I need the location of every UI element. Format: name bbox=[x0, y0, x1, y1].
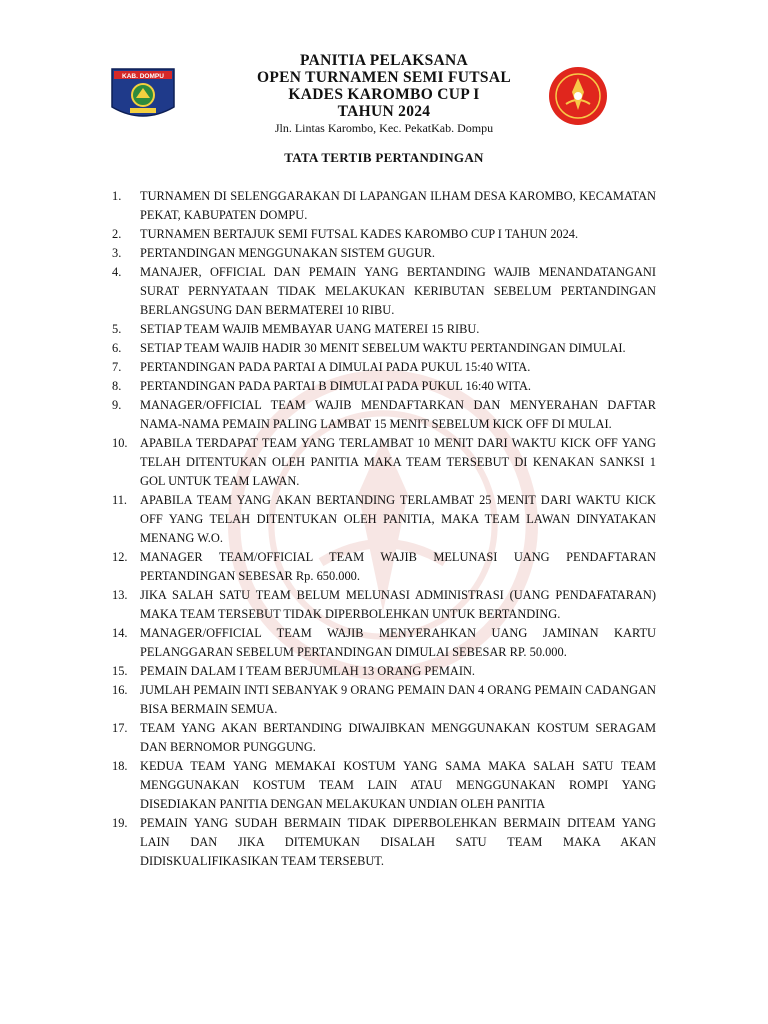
rule-item bbox=[112, 624, 656, 662]
rule-item bbox=[112, 263, 656, 320]
rule-item bbox=[112, 719, 656, 757]
rule-number: 5. bbox=[112, 322, 122, 336]
rule-text: KEDUA TEAM YANG MEMAKAI KOSTUM YANG SAMA MAKA SALAH SATU TEAM MENGGUNAKAN KOSTUM TEAM LAIN ATAU MENGGUNAKAN ROMPI YANG DISEDIAKAN PANITIA DENGAN MELAKUKAN UNDIAN OLEH PANITIA bbox=[140, 759, 656, 811]
document-title: TATA TERTIB PERTANDINGAN bbox=[284, 150, 484, 165]
header-line-1: PANITIA PELAKSANA bbox=[299, 52, 469, 69]
rule-number: 6. bbox=[112, 341, 122, 355]
rule-item bbox=[112, 814, 656, 871]
rule-item bbox=[112, 586, 656, 624]
rule-number: 1. bbox=[112, 189, 122, 203]
rule-item bbox=[112, 358, 656, 377]
rule-number: 18. bbox=[112, 759, 128, 773]
rule-text: JUMLAH PEMAIN INTI SEBANYAK 9 ORANG PEMAIN DAN 4 ORANG PEMAIN CADANGAN BISA BERMAIN SEMUA. bbox=[140, 683, 656, 716]
rule-number: 16. bbox=[112, 683, 128, 697]
rule-text: PEMAIN YANG SUDAH BERMAIN TIDAK DIPERBOLEHKAN BERMAIN DITEAM YANG LAIN DAN JIKA DITEMUKAN DISALAH SATU TEAM MAKA AKAN DIDISKUALIFIKASIKAN TEAM TERSEBUT. bbox=[140, 816, 656, 868]
rule-text: JIKA SALAH SATU TEAM BELUM MELUNASI ADMINISTRASI (UANG PENDAFATARAN) MAKA TEAM TERSEBUT TIDAK DIPERBOLEHKAN UNTUK BERTANDING. bbox=[140, 588, 656, 621]
rule-item bbox=[112, 320, 656, 339]
rule-item bbox=[112, 377, 656, 396]
rule-item bbox=[112, 662, 656, 681]
header-line-2: OPEN TURNAMEN SEMI FUTSAL bbox=[257, 69, 511, 86]
rule-item bbox=[112, 187, 656, 225]
header-line-4: TAHUN 2024 bbox=[337, 103, 431, 120]
logo-left-label: KAB. DOMPU bbox=[122, 72, 164, 80]
rule-item bbox=[112, 681, 656, 719]
rule-number: 14. bbox=[112, 626, 128, 640]
rule-number: 15. bbox=[112, 664, 128, 678]
header-line-3: KADES KAROMBO CUP I bbox=[288, 86, 480, 103]
rule-text: MANAJER, OFFICIAL DAN PEMAIN YANG BERTANDING WAJIB MENANDATANGANI SURAT PERNYATAAN TIDAK MELAKUKAN KERIBUTAN SEBELUM PERTANDINGAN BERLANGSUNG DAN BERMATEREI 10 RIBU. bbox=[140, 265, 656, 317]
rule-number: 12. bbox=[112, 550, 128, 564]
rule-number: 7. bbox=[112, 360, 122, 374]
rules-list bbox=[112, 187, 656, 871]
rule-text: APABILA TERDAPAT TEAM YANG TERLAMBAT 10 MENIT DARI WAKTU KICK OFF YANG TELAH DITENTUKAN OLEH PANITIA MAKA TEAM TERSEBUT DI KENAKAN SANKSI 1 GOL UNTUK TEAM LAWAN. bbox=[140, 436, 656, 488]
rule-item bbox=[112, 757, 656, 814]
rule-number: 11. bbox=[112, 493, 128, 507]
rule-number: 17. bbox=[112, 721, 128, 735]
rule-item bbox=[112, 434, 656, 491]
rule-number: 8. bbox=[112, 379, 122, 393]
rule-text: MANAGER/OFFICIAL TEAM WAJIB MENYERAHKAN UANG JAMINAN KARTU PELANGGARAN SEBELUM PERTANDINGAN DIMULAI SEBESAR RP. 50.000. bbox=[140, 626, 656, 659]
rule-number: 9. bbox=[112, 398, 122, 412]
rule-text: PERTANDINGAN PADA PARTAI A DIMULAI PADA PUKUL 15:40 WITA. bbox=[140, 360, 531, 374]
rule-text: PERTANDINGAN PADA PARTAI B DIMULAI PADA PUKUL 16:40 WITA. bbox=[140, 379, 532, 393]
rule-number: 2. bbox=[112, 227, 122, 241]
letterhead bbox=[0, 52, 768, 136]
rule-text: APABILA TEAM YANG AKAN BERTANDING TERLAMBAT 25 MENIT DARI WAKTU KICK OFF YANG TELAH DITENTUKAN OLEH PANITIA, MAKA TEAM LAWAN DINYATAKAN MENANG W.O. bbox=[140, 493, 656, 545]
rule-text: MANAGER TEAM/OFFICIAL TEAM WAJIB MELUNASI UANG PENDAFTARAN PERTANDINGAN SEBESAR Rp. 650.000. bbox=[140, 550, 656, 583]
rule-text: TURNAMEN BERTAJUK SEMI FUTSAL KADES KAROMBO CUP I TAHUN 2024. bbox=[140, 227, 579, 241]
rule-text: SETIAP TEAM WAJIB HADIR 30 MENIT SEBELUM WAKTU PERTANDINGAN DIMULAI. bbox=[140, 341, 626, 355]
rule-text: MANAGER/OFFICIAL TEAM WAJIB MENDAFTARKAN DAN MENYERAHAN DAFTAR NAMA-NAMA PEMAIN PALING LAMBAT 15 MENIT SEBELUM KICK OFF DI MULAI. bbox=[140, 398, 656, 431]
rule-text: PEMAIN DALAM I TEAM BERJUMLAH 13 ORANG PEMAIN. bbox=[140, 664, 476, 678]
rule-number: 10. bbox=[112, 436, 128, 450]
rule-text: TURNAMEN DI SELENGGARAKAN DI LAPANGAN ILHAM DESA KAROMBO, KECAMATAN PEKAT, KABUPATEN DOMPU. bbox=[140, 189, 656, 222]
rule-item bbox=[112, 491, 656, 548]
rule-number: 4. bbox=[112, 265, 122, 279]
rule-item bbox=[112, 244, 656, 263]
rule-item bbox=[112, 396, 656, 434]
rule-number: 3. bbox=[112, 246, 122, 260]
rule-number: 13. bbox=[112, 588, 128, 602]
rule-text: SETIAP TEAM WAJIB MEMBAYAR UANG MATEREI 15 RIBU. bbox=[140, 322, 480, 336]
rule-text: PERTANDINGAN MENGGUNAKAN SISTEM GUGUR. bbox=[140, 246, 435, 260]
rule-item bbox=[112, 339, 656, 358]
rule-text: TEAM YANG AKAN BERTANDING DIWAJIBKAN MENGGUNAKAN KOSTUM SERAGAM DAN BERNOMOR PUNGGUNG. bbox=[140, 721, 656, 754]
rule-number: 19. bbox=[112, 816, 128, 830]
rule-item bbox=[112, 225, 656, 244]
rule-item bbox=[112, 548, 656, 586]
header-address: Jln. Lintas Karombo, Kec. PekatKab. Dompu bbox=[274, 121, 494, 135]
